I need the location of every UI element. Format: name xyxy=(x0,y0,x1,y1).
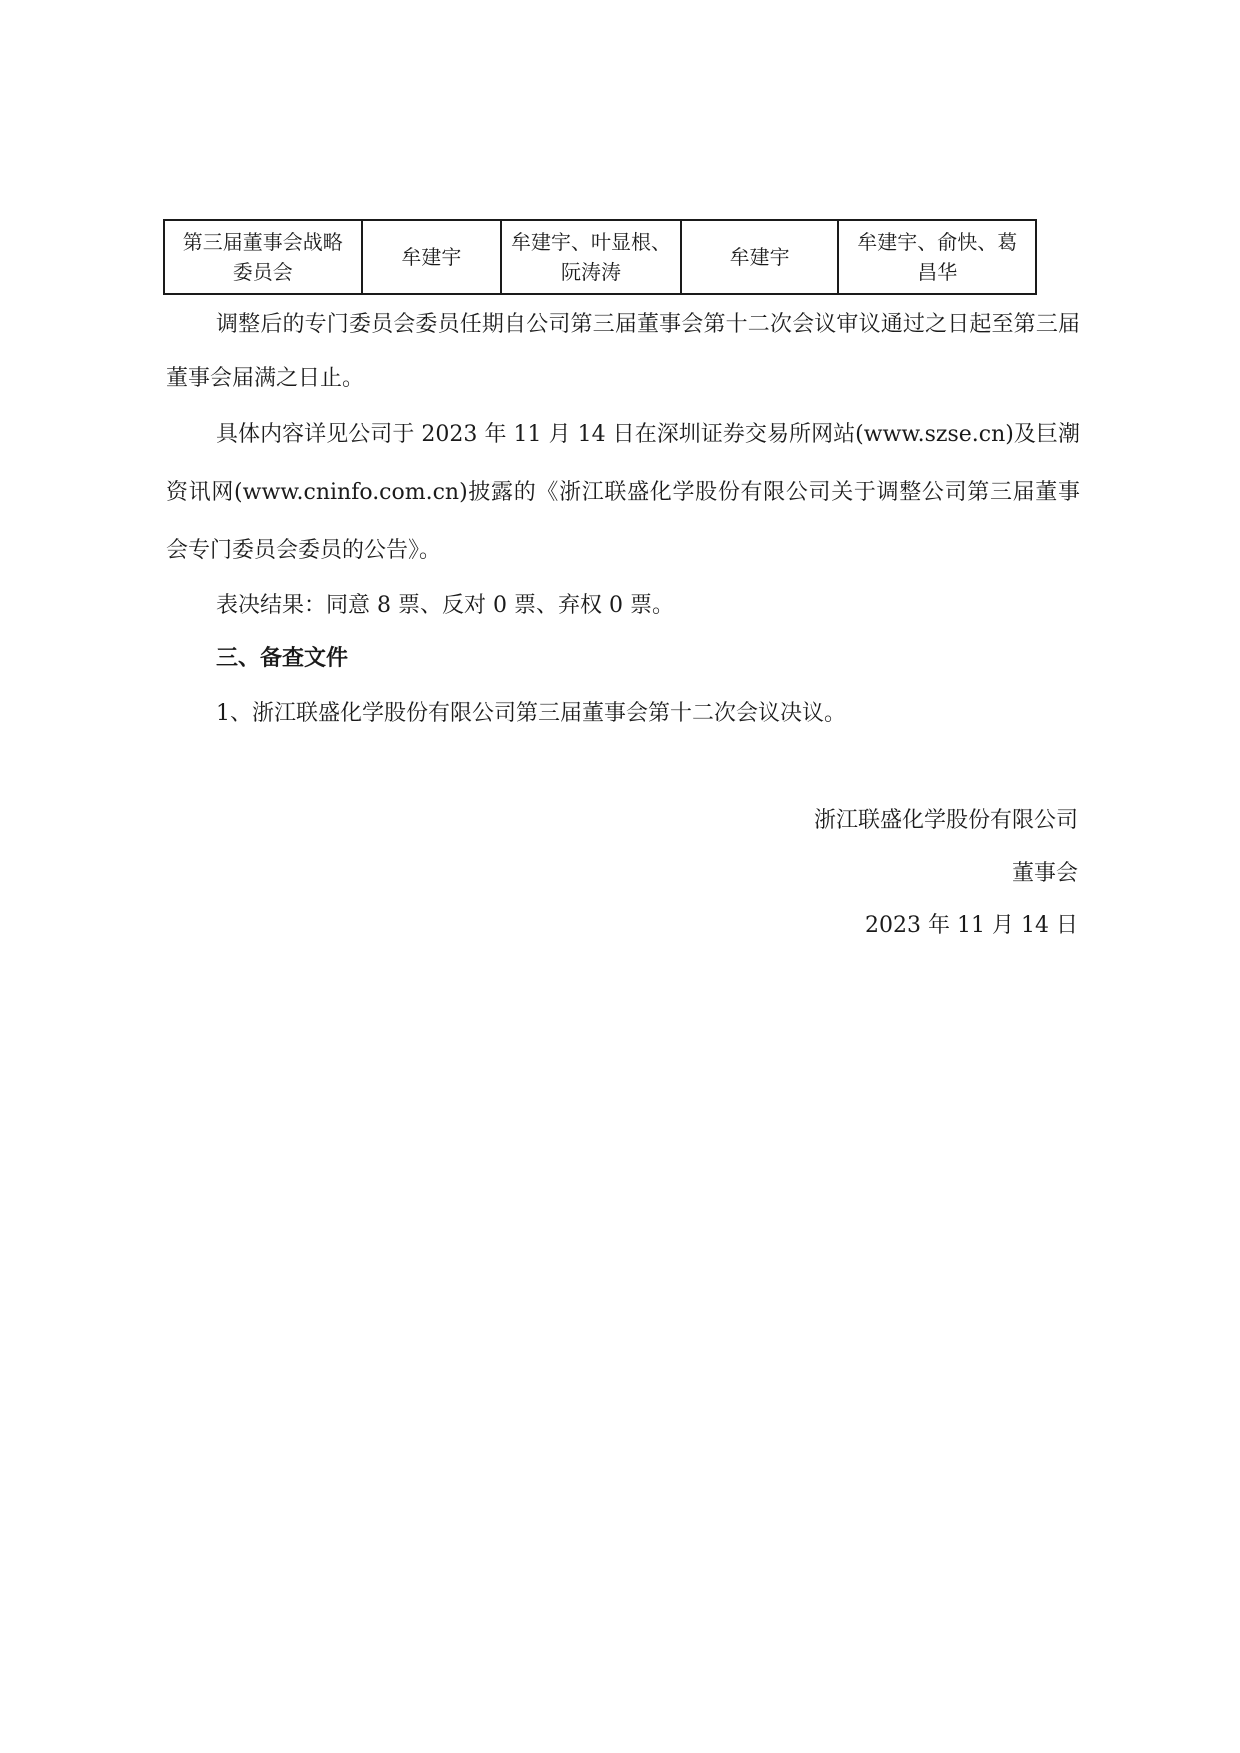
vote-result: 表决结果：同意 8 票、反对 0 票、弃权 0 票。 xyxy=(216,593,674,618)
signature-board: 董事会 xyxy=(1011,861,1078,886)
table-cell-members-before: 牟建宇、叶显根、阮涛涛 xyxy=(501,220,681,294)
table-cell-committee: 第三届董事会战略委员会 xyxy=(164,220,362,294)
reference-doc-item: 1、浙江联盛化学股份有限公司第三届董事会第十二次会议决议。 xyxy=(216,701,846,726)
paragraph-details: 具体内容详见公司于 2023 年 11 月 14 日在深圳证券交易所网站(www.szse.cn)及巨潮资讯网(www.cninfo.com.cn)披露的《浙江联盛化学股份有限公司关于调整公司第三届董事会专门委员会委员的公告》。 xyxy=(166,422,1080,563)
table-row xyxy=(164,220,1036,294)
signature-date: 2023 年 11 月 14 日 xyxy=(865,913,1078,938)
table-cell-convener-before: 牟建宇 xyxy=(362,220,502,294)
paragraph-term: 调整后的专门委员会委员任期自公司第三届董事会第十二次会议审议通过之日起至第三届董事会届满之日止。 xyxy=(166,312,1080,391)
section-heading-reference-docs: 三、备查文件 xyxy=(216,646,349,671)
table-cell-members-after: 牟建宇、俞快、葛昌华 xyxy=(838,220,1036,294)
signature-company: 浙江联盛化学股份有限公司 xyxy=(813,808,1078,833)
table-cell-convener-after: 牟建宇 xyxy=(681,220,839,294)
committee-table xyxy=(163,219,1037,295)
